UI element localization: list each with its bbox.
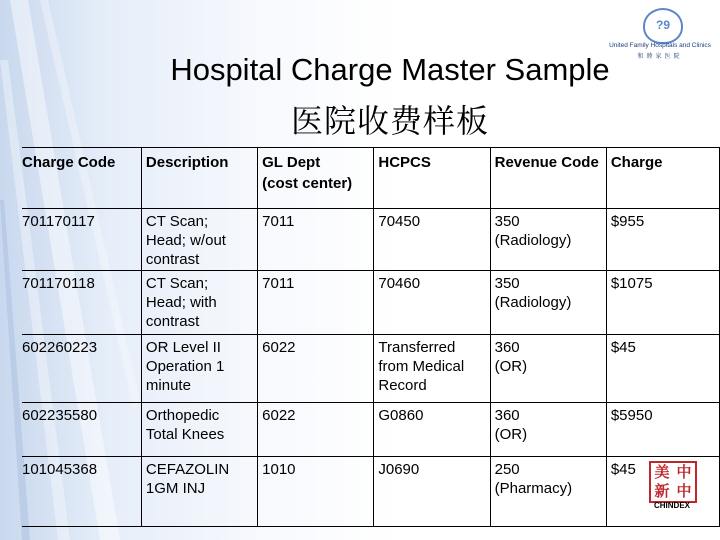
table-row xyxy=(22,271,720,335)
cell-hcpcs-line: 70460 xyxy=(378,275,421,292)
cell-revenue-code xyxy=(490,271,606,335)
header-charge-code: Charge Code xyxy=(22,148,141,209)
chindex-logo xyxy=(649,461,695,513)
cell-revenue-code-line: 360 xyxy=(494,339,520,356)
chindex-glyph: 美 xyxy=(654,463,670,481)
cell-description-line: Total Knees xyxy=(145,426,225,443)
cell-description-line: Operation 1 xyxy=(145,358,225,375)
cell-description xyxy=(141,335,257,403)
cell-charge-code: 602235580 xyxy=(22,403,141,457)
logo-name-cn: 和睦家医院 xyxy=(637,54,683,60)
header-revenue-code: Revenue Code xyxy=(490,148,606,209)
cell-revenue-code-line: (Radiology) xyxy=(494,294,572,311)
header-description: Description xyxy=(141,148,257,209)
cell-hcpcs-line: from Medical xyxy=(378,358,465,375)
cell-gl-dept: 6022 xyxy=(258,335,374,403)
table-row xyxy=(22,335,720,403)
header-hcpcs: HCPCS xyxy=(374,148,490,209)
cell-description-line: CEFAZOLIN xyxy=(145,461,230,478)
header-gl-dept-label: GL Dept xyxy=(262,154,321,171)
header-charge: Charge xyxy=(606,148,719,209)
cell-gl-dept: 7011 xyxy=(258,209,374,271)
table-row xyxy=(22,403,720,457)
chindex-emblem-icon xyxy=(649,461,697,503)
cell-hcpcs-line: G0860 xyxy=(378,407,424,424)
cell-hcpcs xyxy=(374,335,490,403)
header-gl-dept xyxy=(258,148,374,209)
cell-revenue-code xyxy=(490,457,606,527)
cell-charge-code: 602260223 xyxy=(22,335,141,403)
cell-revenue-code-line: 350 xyxy=(494,275,520,292)
cell-description-line: minute xyxy=(145,377,191,394)
cell-description-line: contrast xyxy=(145,313,200,330)
cell-hcpcs-line: 70450 xyxy=(378,213,421,230)
cell-charge-code: 101045368 xyxy=(22,457,141,527)
chindex-glyph: 新 xyxy=(654,482,670,500)
cell-charge: $5950 xyxy=(606,403,719,457)
cell-description-line: Head; with xyxy=(145,294,217,311)
cell-description-line: contrast xyxy=(145,251,200,268)
cell-revenue-code-line: (Radiology) xyxy=(494,232,572,249)
cell-gl-dept: 6022 xyxy=(258,403,374,457)
cell-revenue-code xyxy=(490,335,606,403)
cell-charge-code: 701170117 xyxy=(22,209,141,271)
cell-description-line: 1GM INJ xyxy=(145,480,206,497)
cell-description xyxy=(141,403,257,457)
cell-revenue-code-line: (Pharmacy) xyxy=(494,480,573,497)
cell-description-line: Orthopedic xyxy=(145,407,220,424)
header-gl-dept-sub: (cost center) xyxy=(262,175,353,192)
cell-hcpcs xyxy=(374,403,490,457)
cell-description xyxy=(141,271,257,335)
page-title-cn: 医院收费样板 xyxy=(290,102,489,140)
cell-revenue-code-line: (OR) xyxy=(494,426,528,443)
cell-description-line: CT Scan; xyxy=(145,213,209,230)
cell-description xyxy=(141,457,257,527)
cell-hcpcs-line: Record xyxy=(378,377,427,394)
cell-revenue-code-line: 350 xyxy=(494,213,520,230)
cell-hcpcs-line: J0690 xyxy=(378,461,420,478)
cell-revenue-code-line: (OR) xyxy=(494,358,528,375)
cell-charge-code: 701170118 xyxy=(22,271,141,335)
chindex-label: CHINDEX xyxy=(653,501,690,510)
page-title: Hospital Charge Master Sample xyxy=(170,52,610,87)
hospital-logo xyxy=(603,6,717,58)
cell-description-line: CT Scan; xyxy=(145,275,209,292)
cell-revenue-code-line: 360 xyxy=(494,407,520,424)
cell-description-line: OR Level II xyxy=(145,339,221,356)
cell-hcpcs-line: Transferred xyxy=(378,339,456,356)
cell-revenue-code xyxy=(490,403,606,457)
table-header-row xyxy=(22,148,720,209)
cell-charge: $45 xyxy=(606,335,719,403)
cell-hcpcs xyxy=(374,271,490,335)
logo-name: United Family Hospitals and Clinics xyxy=(609,42,711,49)
cell-revenue-code-line: 250 xyxy=(494,461,520,478)
cell-description xyxy=(141,209,257,271)
chindex-glyph: 中 xyxy=(676,463,692,481)
table-row xyxy=(22,209,720,271)
cell-description-line: Head; w/out xyxy=(145,232,226,249)
table-row xyxy=(22,457,720,527)
cell-charge: $45 xyxy=(606,457,719,527)
cell-hcpcs xyxy=(374,209,490,271)
cell-charge: $1075 xyxy=(606,271,719,335)
cell-gl-dept: 1010 xyxy=(258,457,374,527)
logo-badge-icon: ?9 xyxy=(643,8,683,44)
charge-master-table xyxy=(22,147,720,527)
cell-charge: $955 xyxy=(606,209,719,271)
chindex-glyph: 中 xyxy=(676,482,692,500)
cell-gl-dept: 7011 xyxy=(258,271,374,335)
cell-revenue-code xyxy=(490,209,606,271)
cell-hcpcs xyxy=(374,457,490,527)
